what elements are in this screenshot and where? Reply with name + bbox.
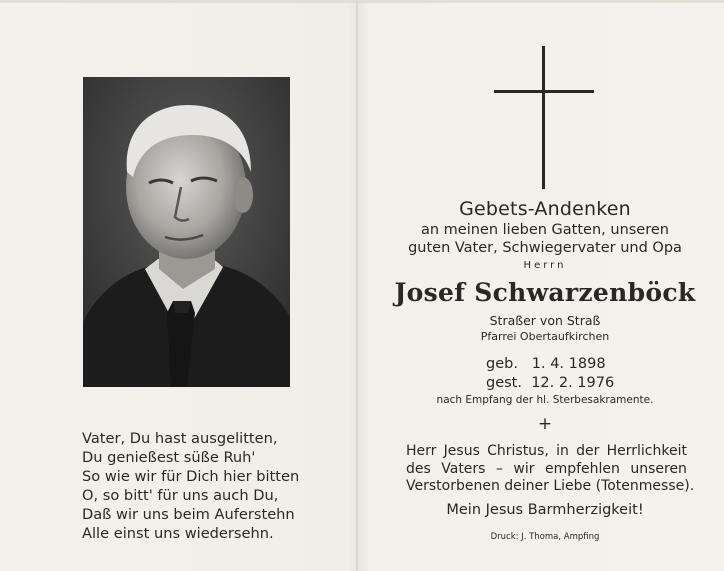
deceased-name: Josef Schwarzenböck: [394, 278, 696, 307]
prayer-word: Verstorbenen deiner Liebe (Totenmesse).: [406, 478, 695, 494]
card-heading: Gebets-Andenken: [459, 198, 631, 220]
prayer-line: [406, 443, 687, 461]
prayer-word: empfehlen: [544, 460, 620, 477]
prayer-word: Christus,: [487, 443, 549, 459]
prayer-word: –: [495, 460, 503, 477]
poem-line: O, so bitt' für uns auch Du,: [82, 487, 279, 504]
portrait-photo: [83, 77, 290, 387]
prayer-line: [406, 461, 687, 479]
memorial-poem: [82, 429, 352, 543]
honorific: Herrn: [523, 260, 567, 271]
card-fold: [356, 0, 358, 571]
intro-line: guten Vater, Schwiegervater und Opa: [408, 240, 682, 256]
prayer-word: der: [576, 443, 600, 459]
prayer-text: [406, 443, 695, 496]
card-edge: [0, 0, 724, 3]
prayer-line: [406, 478, 695, 496]
prayer-word: Herr: [406, 443, 437, 459]
prayer-word: in: [556, 443, 569, 459]
prayer-word: Jesus: [443, 443, 480, 459]
closing-invocation: Mein Jesus Barmherzigkeit!: [446, 502, 644, 518]
intro-line: an meinen lieben Gatten, unseren: [420, 222, 669, 238]
plus-mark: +: [537, 414, 553, 434]
prayer-word: wir: [513, 460, 535, 477]
poem-line: Du genießest süße Ruh': [82, 449, 256, 466]
birth-date: geb. 1. 4. 1898: [486, 356, 606, 372]
prayer-word: unseren: [630, 460, 687, 477]
sacraments-note: nach Empfang der hl. Sterbesakramente.: [436, 394, 654, 406]
poem-line: Vater, Du hast ausgelitten,: [82, 430, 278, 447]
prayer-word: des: [406, 460, 431, 477]
portrait-image: [83, 77, 290, 387]
poem-line: So wie wir für Dich hier bitten: [82, 468, 300, 485]
poem-line: Alle einst uns wiedersehn.: [82, 525, 274, 542]
residence: Straßer von Straß: [489, 313, 601, 328]
cross-icon: [494, 46, 594, 189]
printer-credit: Druck: J. Thoma, Ampfing: [490, 532, 600, 542]
poem-line: Daß wir uns beim Auferstehn: [82, 506, 295, 523]
prayer-word: Herrlichkeit: [606, 443, 687, 459]
life-dates: [486, 355, 614, 393]
prayer-word: Vaters: [441, 460, 486, 477]
death-date: gest. 12. 2. 1976: [486, 375, 615, 391]
parish: Pfarrei Obertaufkirchen: [480, 330, 610, 343]
